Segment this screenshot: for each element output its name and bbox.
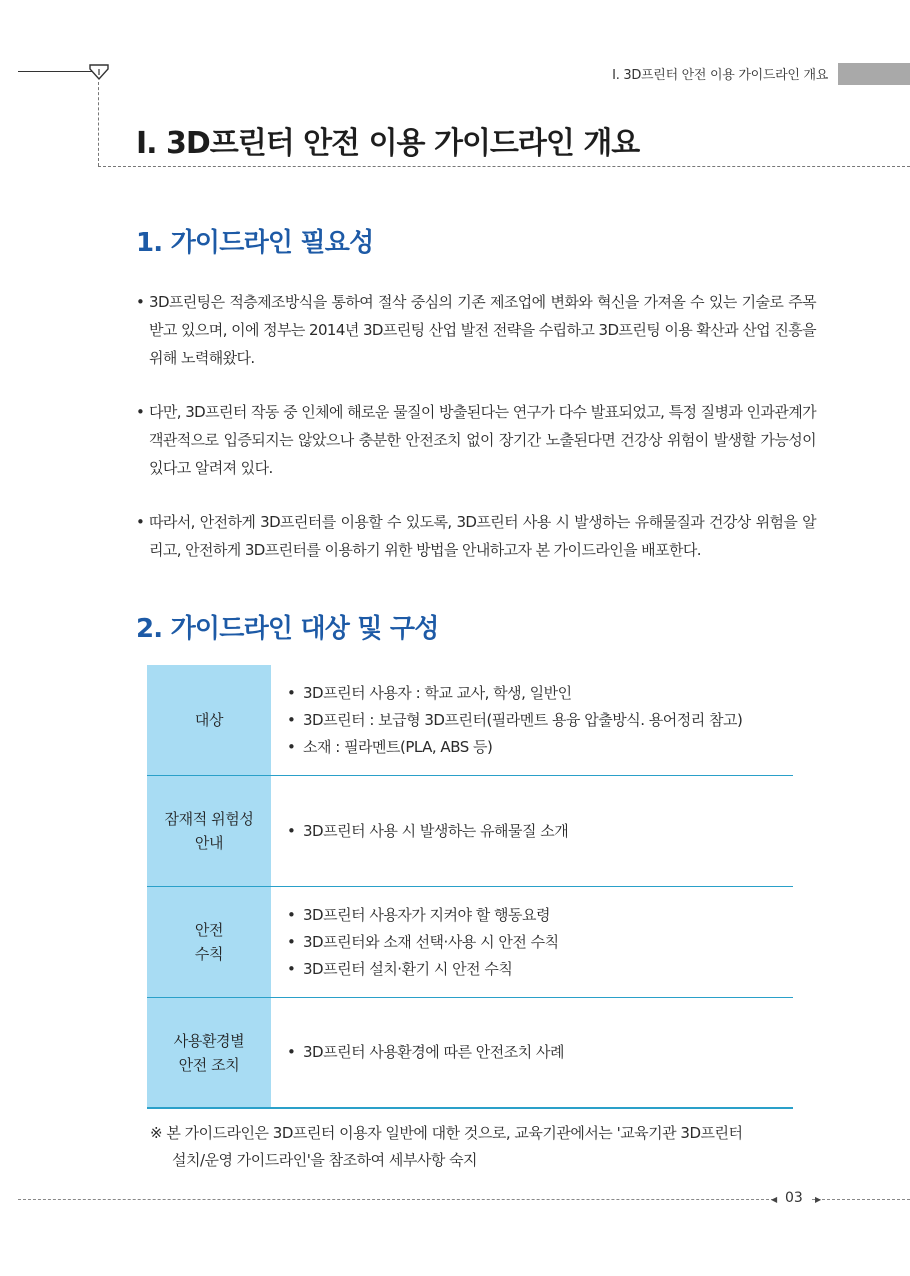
row-label [147, 665, 271, 775]
table-row [147, 998, 793, 1109]
header-dashed-vertical [98, 82, 99, 166]
arrow-left-icon: ◀ [771, 1195, 778, 1204]
header-rule [18, 71, 92, 72]
bullet-icon: • [287, 710, 296, 729]
footnote-line: ※ 본 가이드라인은 3D프린터 이용자 일반에 대한 것으로, 교육기관에서는 '교육기관 3D프린터 [150, 1124, 743, 1142]
arrow-right-icon: ▶ [815, 1195, 822, 1204]
bullet-icon: • [287, 821, 296, 840]
paragraph-text: 3D프린팅은 적층제조방식을 통하여 절삭 중심의 기존 제조업에 변화와 혁신을 가져올 수 있는 기술로 주목 받고 있으며, 이에 정부는 2014년 3D프린팅 산업 발전 전략을 수립하고 3D프린팅 이용 확산과 산업 진흥을 위해 노력해왔다. [149, 293, 816, 367]
header-tab-marker [838, 63, 910, 85]
row-content [271, 998, 793, 1107]
list-item: • 3D프린터 : 보급형 3D프린터(필라멘트 용융 압출방식. 용어정리 참고) [287, 707, 793, 734]
list-item: • 3D프린터 사용자가 지켜야 할 행동요령 [287, 902, 793, 929]
row-label-line: 안전 조치 [178, 1055, 240, 1074]
section-title-scope: 2. 가이드라인 대상 및 구성 [136, 614, 439, 644]
table-row [147, 887, 793, 998]
section-title-necessity: 1. 가이드라인 필요성 [136, 228, 374, 258]
pen-nib-icon [88, 63, 110, 83]
bullet-icon: • [287, 683, 296, 702]
row-label [147, 998, 271, 1107]
bullet-icon: • [136, 403, 145, 421]
row-label-line: 안전 [194, 921, 224, 939]
bullet-paragraph [136, 288, 816, 372]
list-item: • 3D프린터 사용환경에 따른 안전조치 사례 [287, 1039, 793, 1066]
footer-rule [18, 1199, 774, 1200]
row-content [271, 665, 793, 775]
list-item: • 3D프린터 사용 시 발생하는 유해물질 소개 [287, 818, 793, 845]
bullet-icon: • [287, 1043, 296, 1061]
footnote-line: 설치/운영 가이드라인'을 참조하여 세부사항 숙지 [172, 1151, 478, 1169]
header-dashed-horizontal [98, 166, 910, 167]
bullet-icon: • [287, 932, 296, 951]
bullet-icon: • [287, 905, 296, 924]
bullet-icon: • [136, 293, 145, 311]
row-content [271, 887, 793, 997]
row-label [147, 887, 271, 997]
row-content [271, 776, 793, 886]
row-label-line: 안내 [194, 834, 224, 852]
running-head: Ⅰ. 3D프린터 안전 이용 가이드라인 개요 [612, 68, 828, 83]
table-row [147, 776, 793, 887]
row-label-line: 사용환경별 [173, 1031, 245, 1050]
footer-rule [812, 1199, 910, 1200]
bullet-paragraph [136, 508, 816, 564]
chapter-title: Ⅰ. 3D프린터 안전 이용 가이드라인 개요 [136, 126, 640, 161]
footnote [150, 1120, 810, 1174]
table-row [147, 665, 793, 776]
row-label-line: 대상 [194, 711, 224, 729]
row-label [147, 776, 271, 886]
list-item: • 소재 : 필라멘트(PLA, ABS 등) [287, 734, 793, 761]
row-label-line: 잠재적 위험성 [164, 810, 254, 828]
list-item: • 3D프린터 설치·환기 시 안전 수칙 [287, 956, 793, 983]
list-item: • 3D프린터 사용자 : 학교 교사, 학생, 일반인 [287, 680, 793, 707]
bullet-paragraph [136, 398, 816, 482]
bullet-icon: • [287, 737, 296, 756]
scope-table [147, 665, 793, 1109]
row-label-line: 수칙 [194, 945, 224, 963]
bullet-icon: • [287, 959, 296, 978]
paragraph-text: 따라서, 안전하게 3D프린터를 이용할 수 있도록, 3D프린터 사용 시 발생하는 유해물질과 건강상 위험을 알리고, 안전하게 3D프린터를 이용하기 위한 방법을 안내하고자 본 가이드라인을 배포한다. [149, 513, 816, 559]
necessity-bullet-list [136, 288, 816, 590]
page-number: 03 [785, 1190, 803, 1206]
bullet-icon: • [136, 513, 145, 531]
paragraph-text: 다만, 3D프린터 작동 중 인체에 해로운 물질이 방출된다는 연구가 다수 발표되었고, 특정 질병과 인과관계가 객관적으로 입증되지는 않았으나 충분한 안전조치 없이 장기간 노출된다면 건강상 위험이 발생할 가능성이 있다고 알려져 있다. [149, 403, 816, 477]
list-item: • 3D프린터와 소재 선택·사용 시 안전 수칙 [287, 929, 793, 956]
